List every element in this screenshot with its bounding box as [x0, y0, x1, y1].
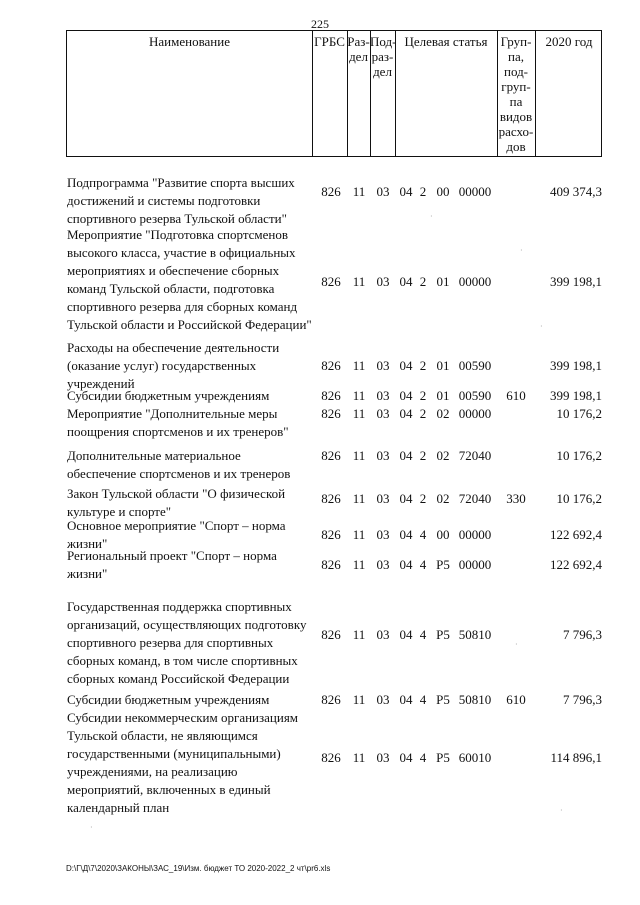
row-grbs: 826	[321, 557, 341, 572]
row-razdel: 11	[352, 750, 366, 765]
header-year: 2020 год	[545, 34, 593, 49]
row-target-2: 2	[419, 491, 427, 506]
header-divider	[395, 31, 396, 156]
row-sum: 122 692,4	[550, 557, 602, 572]
row-target-1: 04	[399, 750, 413, 765]
scan-speck: ·	[430, 212, 433, 221]
row-grbs: 826	[321, 627, 341, 642]
row-sum: 7 796,3	[563, 627, 602, 642]
row-target-1: 04	[399, 274, 413, 289]
row-name: Расходы на обеспечение деятельности (оказание услуг) государственных учреждений	[67, 340, 280, 391]
row-grbs: 826	[321, 750, 341, 765]
row-name: Региональный проект "Спорт – норма жизни"	[67, 548, 277, 581]
row-target-4: 60010	[458, 750, 492, 765]
row-razdel: 11	[352, 491, 366, 506]
row-target-3: 02	[436, 448, 450, 463]
scan-speck: ·	[540, 322, 543, 331]
row-target-4: 00590	[458, 358, 492, 373]
row-target-3: 00	[436, 527, 450, 542]
row-name: Мероприятие "Дополнительные меры поощрения спортсменов и их тренеров"	[67, 406, 289, 439]
row-sum: 399 198,1	[550, 358, 602, 373]
row-target-1: 04	[399, 692, 413, 707]
row-target-4: 00000	[458, 527, 492, 542]
row-podrazdel: 03	[376, 527, 390, 542]
row-target-3: 01	[436, 358, 450, 373]
row-podrazdel: 03	[376, 406, 390, 421]
row-target-4: 00000	[458, 557, 492, 572]
row-group: 610	[506, 388, 526, 403]
row-target-2: 2	[419, 448, 427, 463]
scan-speck: ·	[90, 823, 93, 832]
row-name: Субсидии бюджетным учреждениям	[67, 692, 270, 707]
row-razdel: 11	[352, 184, 366, 199]
row-target-2: 4	[419, 692, 427, 707]
row-grbs: 826	[321, 491, 341, 506]
row-target-4: 50810	[458, 627, 492, 642]
scan-speck: ·	[515, 640, 518, 649]
row-target-4: 00000	[458, 184, 492, 199]
row-sum: 10 176,2	[556, 448, 602, 463]
scan-speck: ·	[520, 246, 523, 255]
row-target-4: 72040	[458, 491, 492, 506]
row-grbs: 826	[321, 448, 341, 463]
row-target-1: 04	[399, 388, 413, 403]
row-razdel: 11	[352, 448, 366, 463]
row-razdel: 11	[352, 406, 366, 421]
row-podrazdel: 03	[376, 274, 390, 289]
row-target-1: 04	[399, 627, 413, 642]
row-grbs: 826	[321, 358, 341, 373]
row-group: 610	[506, 692, 526, 707]
row-name: Подпрограмма "Развитие спорта высших достижений и системы подготовки спортивного резерва Тульской области"	[67, 175, 295, 226]
row-target-4: 00000	[458, 406, 492, 421]
row-name: Дополнительные материальное обеспечение спортсменов и их тренеров	[67, 448, 291, 481]
row-target-1: 04	[399, 406, 413, 421]
row-target-3: P5	[436, 627, 450, 642]
header-divider	[535, 31, 536, 156]
row-target-1: 04	[399, 448, 413, 463]
row-name: Мероприятие "Подготовка спортсменов высокого класса, участие в официальных мероприятиях и обеспечение сборных команд Тульской области, подготовка спортивного резерва для сборных команд Тульской области и Российской Федерации"	[67, 227, 312, 332]
row-razdel: 11	[352, 527, 366, 542]
row-grbs: 826	[321, 692, 341, 707]
row-sum: 114 896,1	[550, 750, 602, 765]
row-target-1: 04	[399, 527, 413, 542]
row-name: Субсидии некоммерческим организациям Тульской области, не являющимся государственными (муниципальными) учреждениями, на реализацию мероприятий, включенных в единый календарный план	[67, 710, 299, 815]
row-podrazdel: 03	[376, 557, 390, 572]
row-sum: 122 692,4	[550, 527, 602, 542]
row-target-1: 04	[399, 184, 413, 199]
header-group: Груп- па, под- груп- па видов расхо- дов	[498, 34, 534, 154]
row-target-1: 04	[399, 557, 413, 572]
row-sum: 399 198,1	[550, 388, 602, 403]
row-target-3: 02	[436, 491, 450, 506]
row-target-2: 2	[419, 358, 427, 373]
page-number: 225	[311, 17, 329, 31]
row-target-2: 2	[419, 184, 427, 199]
row-target-2: 2	[419, 274, 427, 289]
header-grbs: ГРБС	[314, 34, 345, 49]
row-target-1: 04	[399, 491, 413, 506]
row-sum: 409 374,3	[550, 184, 602, 199]
row-grbs: 826	[321, 184, 341, 199]
row-target-3: 00	[436, 184, 450, 199]
row-sum: 399 198,1	[550, 274, 602, 289]
row-target-3: 01	[436, 274, 450, 289]
row-podrazdel: 03	[376, 491, 390, 506]
header-razdel: Раз- дел	[347, 34, 370, 64]
row-target-3: 01	[436, 388, 450, 403]
row-name: Закон Тульской области "О физической культуре и спорте"	[67, 486, 286, 519]
row-podrazdel: 03	[376, 184, 390, 199]
row-sum: 10 176,2	[556, 491, 602, 506]
row-razdel: 11	[352, 274, 366, 289]
row-name: Основное мероприятие "Спорт – норма жизни"	[67, 518, 286, 551]
row-target-3: P5	[436, 692, 450, 707]
row-grbs: 826	[321, 274, 341, 289]
header-podrazdel: Под- раз- дел	[370, 34, 397, 79]
row-target-3: P5	[436, 750, 450, 765]
header-target-article: Целевая статья	[404, 34, 488, 49]
file-path-footer: D:\Г\Д\7\2020\ЗАКОНЫ\ЗАС_19\Изм. бюджет ТО 2020-2022_2 чт\pr6.xls	[66, 864, 331, 873]
row-grbs: 826	[321, 527, 341, 542]
row-name: Субсидии бюджетным учреждениям	[67, 388, 270, 403]
row-grbs: 826	[321, 388, 341, 403]
row-sum: 10 176,2	[556, 406, 602, 421]
row-target-2: 4	[419, 750, 427, 765]
row-razdel: 11	[352, 627, 366, 642]
row-grbs: 826	[321, 406, 341, 421]
row-target-1: 04	[399, 358, 413, 373]
row-podrazdel: 03	[376, 448, 390, 463]
scan-speck: ·	[560, 806, 563, 815]
row-target-2: 4	[419, 557, 427, 572]
row-podrazdel: 03	[376, 627, 390, 642]
row-target-2: 2	[419, 406, 427, 421]
row-target-3: P5	[436, 557, 450, 572]
row-razdel: 11	[352, 358, 366, 373]
table-header	[66, 30, 602, 157]
row-group: 330	[506, 491, 526, 506]
header-name: Наименование	[149, 34, 230, 49]
row-target-2: 2	[419, 388, 427, 403]
row-target-2: 4	[419, 627, 427, 642]
row-sum: 7 796,3	[563, 692, 602, 707]
header-divider	[312, 31, 313, 156]
row-name: Государственная поддержка спортивных организаций, осуществляющих подготовку спортивного резерва для спортивных сборных команд, в том числе спортивных сборных команд Российской Федерации	[67, 599, 307, 686]
row-podrazdel: 03	[376, 750, 390, 765]
row-podrazdel: 03	[376, 692, 390, 707]
row-target-4: 00000	[458, 274, 492, 289]
row-target-3: 02	[436, 406, 450, 421]
row-razdel: 11	[352, 388, 366, 403]
row-razdel: 11	[352, 692, 366, 707]
row-target-4: 00590	[458, 388, 492, 403]
row-target-2: 4	[419, 527, 427, 542]
row-podrazdel: 03	[376, 358, 390, 373]
row-target-4: 50810	[458, 692, 492, 707]
row-razdel: 11	[352, 557, 366, 572]
row-podrazdel: 03	[376, 388, 390, 403]
row-target-4: 72040	[458, 448, 492, 463]
